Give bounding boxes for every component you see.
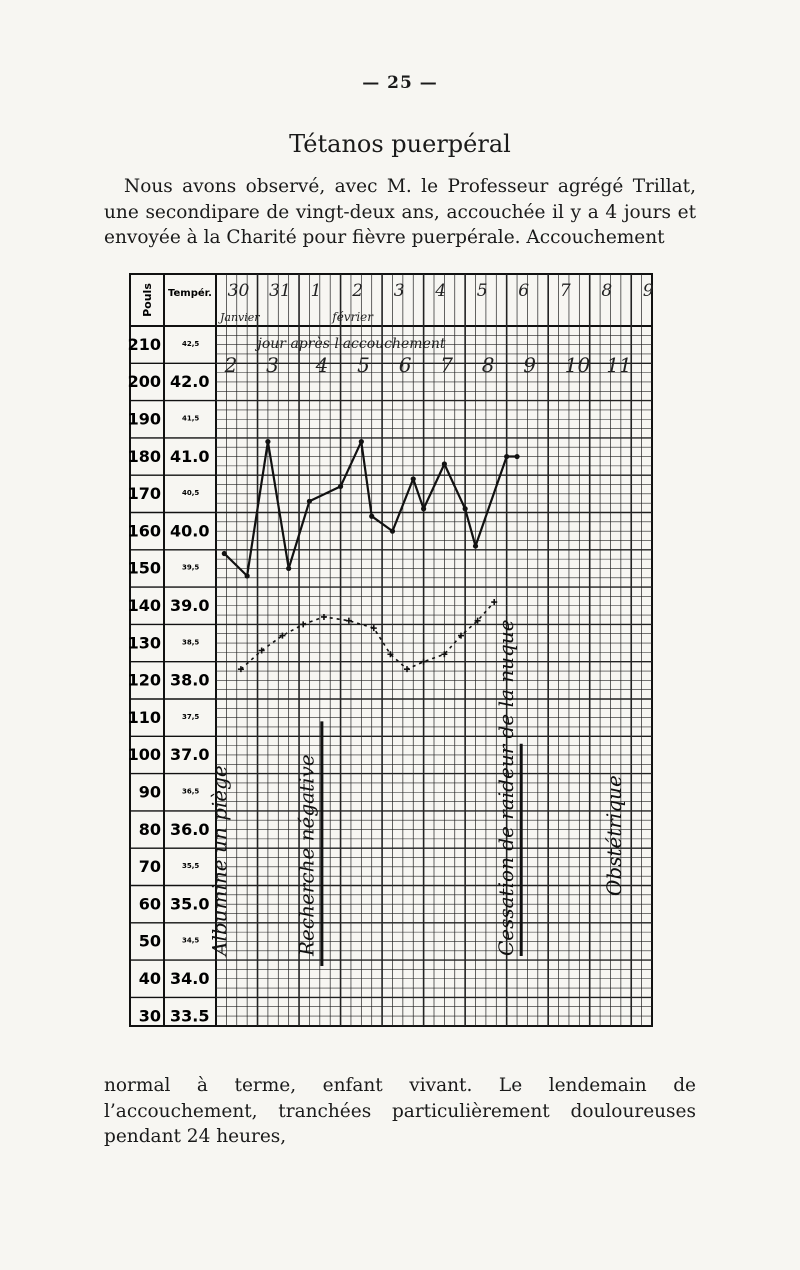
date-label: 8 xyxy=(601,281,613,301)
pouls-tick-label: 100 xyxy=(127,745,161,765)
temp-tick-label: 41.0 xyxy=(170,446,210,466)
date-label: 7 xyxy=(559,281,571,301)
temperature-point xyxy=(411,476,416,481)
day-label: 5 xyxy=(357,353,370,377)
day-label: 9 xyxy=(523,353,537,377)
temperature-point xyxy=(222,551,227,556)
temperature-point xyxy=(265,439,270,444)
day-label: 7 xyxy=(440,353,453,377)
chart-svg xyxy=(124,268,664,1038)
temp-tick-label: 42.0 xyxy=(170,372,210,392)
paragraph-continued: normal à terme, enfant vivant. Le lendemain de l’accouchement, tranchées particulièrement douloureuses pendant 24 heures, xyxy=(104,1075,696,1147)
date-label: 5 xyxy=(476,281,488,301)
day-label: 6 xyxy=(398,353,412,377)
pulse-point xyxy=(421,659,427,665)
date-label: 3 xyxy=(393,281,405,301)
pouls-header: Pouls xyxy=(141,283,154,317)
temperature-point xyxy=(504,454,509,459)
date-label: 6 xyxy=(518,281,530,301)
pouls-tick-label: 200 xyxy=(127,372,161,392)
day-label: 2 xyxy=(224,353,238,377)
day-label: 3 xyxy=(266,353,279,377)
temperature-point xyxy=(359,439,364,444)
pulse-point xyxy=(300,621,306,627)
temperature-point xyxy=(338,484,343,489)
date-label: 9 xyxy=(642,281,654,301)
date-label: 4 xyxy=(435,281,447,301)
pulse-line xyxy=(241,602,494,669)
temp-tick-label: 39,5 xyxy=(182,563,200,572)
pouls-tick-label: 120 xyxy=(127,670,161,690)
handwritten-annotation: Obstétrique xyxy=(601,775,626,896)
temp-header: Tempér. xyxy=(168,288,212,299)
temp-tick-label: 42,5 xyxy=(182,339,200,348)
date-label: 30 xyxy=(227,281,250,301)
pouls-tick-label: 70 xyxy=(138,857,161,877)
temp-tick-label: 41,5 xyxy=(182,414,200,423)
handwritten-annotation: Recherche négative xyxy=(294,754,319,956)
temperature-point xyxy=(390,529,395,534)
day-label: 4 xyxy=(315,353,329,377)
pouls-tick-label: 140 xyxy=(127,595,161,615)
temperature-point xyxy=(463,506,468,511)
temperature-point xyxy=(245,573,250,578)
pouls-tick-label: 170 xyxy=(127,484,161,504)
pouls-tick-label: 30 xyxy=(138,1006,161,1026)
temperature-point xyxy=(286,566,291,571)
temperature-chart xyxy=(124,268,664,1038)
page-title: Tétanos puerpéral xyxy=(289,130,511,158)
temperature-point xyxy=(421,506,426,511)
temperature-point xyxy=(369,514,374,519)
temp-tick-label: 40.0 xyxy=(170,521,210,541)
page-number: — 25 — xyxy=(362,73,438,93)
pouls-tick-label: 60 xyxy=(138,894,161,914)
temp-tick-label: 35.0 xyxy=(170,894,210,914)
temp-tick-label: 34,5 xyxy=(182,936,200,945)
pouls-tick-label: 180 xyxy=(127,446,161,466)
pouls-tick-label: 80 xyxy=(138,819,161,839)
pouls-tick-label: 90 xyxy=(138,782,161,802)
temp-tick-label: 37.0 xyxy=(170,745,210,765)
day-label: 8 xyxy=(481,353,495,377)
pouls-tick-label: 150 xyxy=(127,558,161,578)
month-label: février xyxy=(332,310,374,324)
day-label: 10 xyxy=(564,353,591,377)
pouls-tick-label: 40 xyxy=(138,968,161,988)
temperature-point xyxy=(514,454,519,459)
month-label: Janvier xyxy=(220,311,260,324)
temp-tick-label: 38,5 xyxy=(182,638,200,647)
temp-tick-label: 34.0 xyxy=(170,968,210,988)
temperature-point xyxy=(473,543,478,548)
pouls-tick-label: 190 xyxy=(127,409,161,429)
temp-tick-label: 36,5 xyxy=(182,787,200,796)
day-caption: jour après l'accouchement xyxy=(257,336,446,352)
date-label: 31 xyxy=(269,281,291,301)
temp-tick-label: 38.0 xyxy=(170,670,210,690)
temperature-point xyxy=(307,499,312,504)
pouls-tick-label: 210 xyxy=(127,334,161,354)
temp-tick-label: 36.0 xyxy=(170,819,210,839)
pouls-tick-label: 50 xyxy=(138,931,161,951)
date-label: 1 xyxy=(310,281,322,301)
temp-tick-label: 40,5 xyxy=(182,489,200,498)
temp-tick-label: 33.5 xyxy=(170,1006,210,1026)
temp-tick-label: 39.0 xyxy=(170,595,210,615)
date-label: 2 xyxy=(352,281,364,301)
pouls-tick-label: 110 xyxy=(127,707,161,727)
handwritten-annotation: Cessation de raideur de la nuque xyxy=(493,619,518,956)
pouls-tick-label: 160 xyxy=(127,521,161,541)
pouls-tick-label: 130 xyxy=(127,633,161,653)
paragraph-intro: Nous avons observé, avec M. le Professeur agrégé Trillat, une secondipare de vingt-deux ans, accouchée il y a 4 jours et envoyée à la Charité pour fièvre puerpérale. Accouchement xyxy=(104,176,696,248)
day-label: 11 xyxy=(606,353,632,377)
handwritten-annotation: Albumine un piège xyxy=(207,765,232,956)
temp-tick-label: 37,5 xyxy=(182,712,200,721)
temp-tick-label: 35,5 xyxy=(182,862,200,871)
temperature-point xyxy=(442,461,447,466)
